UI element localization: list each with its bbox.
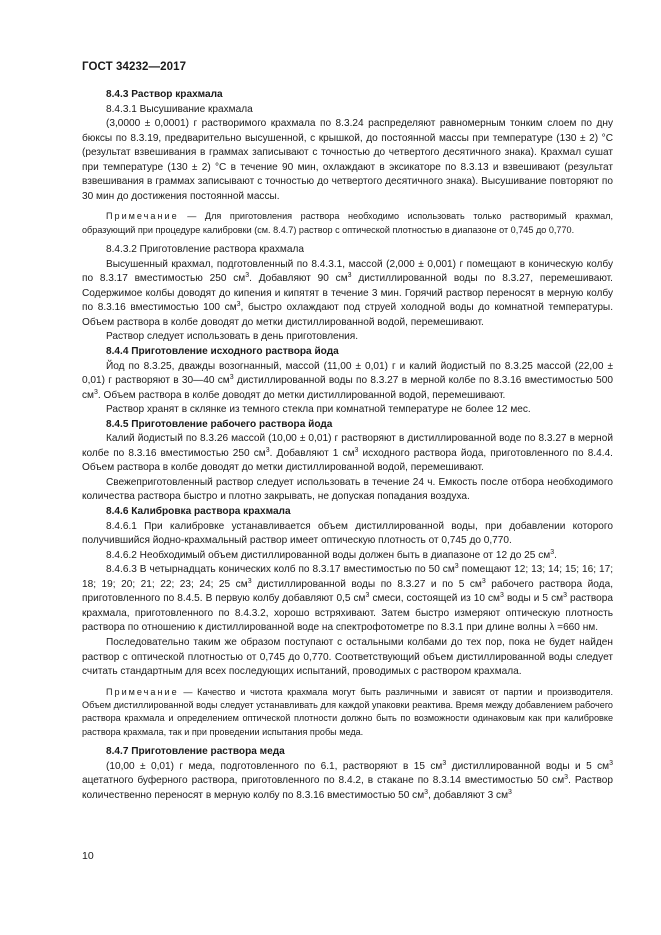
paragraph: 8.4.6.1 При калибровке устанавливается объем дистиллированной воды, при добавлении которого получившийся йодно-крахмальный раствор имеет оптическую плотность от 0,745 до 0,770. [82, 520, 613, 547]
note [82, 686, 613, 740]
section-title-8-4-7: 8.4.7 Приготовление раствора меда [106, 746, 285, 758]
paragraph: 8.4.6.3 В четырнадцать конических колб по 8.3.17 вместимостью по 50 $см^3$ помещают 12; 13; 14; 15; 16; 17; 18; 19; 20; 21; 22; 23; 24; 25 $см^3$ дистиллированной воды по 8.3.27 и по 5 $см^3$ рабочего раствора йода, приготовленного по 8.4.5. В первую колбу добавляют 0,5 $см^3$ смеси, состоящей из 10 $см^3$ воды и 5 $см^3$ раствора крахмала, приготовленного по 8.4.3.2, хорошо встряхивают. Затем быстро измеряют оптическую плотность раствора по отношению к дистиллированной воде на спектрофотометре по 8.3.1 при длине волны λ =660 нм. [82, 563, 614, 634]
paragraph: Калий йодистый по 8.3.26 массой (10,00 ± 0,01) г растворяют в дистиллированной воде по 8.3.27 в мерной колбе по 8.3.16 вместимостью 250 $см^3$. Добавляют 1 $см^3$ исходного раствора йода, приготовленного по 8.4.4. Объем раствора в колбе доводят до метки дистиллированной водой, перемешивают. [82, 433, 613, 474]
paragraph: Раствор следует использовать в день приготовления. [106, 331, 359, 343]
note-label: Примечание [106, 686, 179, 697]
note-text: — Качество и чистота крахмала могут быть различными и зависят от партии и производителя. Объем дистиллированной воды следует устанавливать для каждой упаковки реактива. Время между добавлением рабочего раствора крахмала и определением оптической плотности должно быть по возможности одинаковым как при калибровке раствора крахмала, так и при проведении испытания пробы меда. [82, 686, 613, 737]
paragraph: Высушенный крахмал, подготовленный по 8.4.3.1, массой (2,000 ± 0,001) г помещают в коническую колбу по 8.3.17 вместимостью 250 $см^3$. Добавляют 90 $см^3$ дистиллированной воды по 8.3.27, перемешивают. Содержимое колбы доводят до кипения и кипятят в течение 3 мин. Горячий раствор переносят в мерную колбу по 8.3.16 вместимостью 100 $см^3$, быстро охлаждают под струей холодной воды до комнатной температуры. Объем раствора в колбе доводят до метки дистиллированной водой, перемешивают. [82, 258, 613, 328]
section-title-8-4-5: 8.4.5 Приготовление рабочего раствора йода [106, 418, 333, 430]
paragraph: Свежеприготовленный раствор следует использовать в течение 24 ч. Емкость после отбора необходимого количества раствора быстро и плотно закрывать, не допуская попадания воздуха. [82, 476, 613, 503]
page-number: 10 [82, 850, 94, 862]
paragraph: Йод по 8.3.25, дважды возогнанный, массой (11,00 ± 0,01) г и калий йодистый по 8.3.25 массой (22,00 ± 0,01) г растворяют в 30—40 $см^3$ дистиллированной воды по 8.3.27 в мерной колбе по 8.3.16 вместимостью 500 $см^3$. Объем раствора в колбе доводят до метки дистиллированной водой, перемешивают. [82, 360, 613, 401]
section-title-8-4-4: 8.4.4 Приготовление исходного раствора йода [106, 346, 339, 358]
paragraph: 8.4.6.2 Необходимый объем дистиллированной воды должен быть в диапазоне от 12 до 25 $см^3$. [106, 548, 557, 561]
subsection-title-8-4-3-1: 8.4.3.1 Высушивание крахмала [106, 103, 253, 115]
document-header: ГОСТ 34232—2017 [82, 61, 187, 73]
subsection-title-8-4-3-2: 8.4.3.2 Приготовление раствора крахмала [106, 244, 304, 256]
section-title-8-4-3: 8.4.3 Раствор крахмала [106, 89, 223, 100]
document-body [82, 88, 613, 803]
note [82, 210, 613, 237]
paragraph: Последовательно таким же образом поступают с остальными колбами до тех пор, пока не будет найден раствор с оптической плотностью от 0,745 до 0,770. Соответствующий объем дистиллированной воды следует считать стандартным для всех последующих испытаний, проводимых с раствором крахмала. [82, 636, 613, 678]
paragraph: (10,00 ± 0,01) г меда, подготовленного по 6.1, растворяют в 15 $см^3$ дистиллированной воды и 5 $см^3$ ацетатного буферного раствора, приготовленного по 8.4.2, в стакане по 8.3.14 вместимостью 50 $см^3$. Раствор количественно переносят в мерную колбу по 8.3.16 вместимостью 50 $см^3$, добавляют 3 $см^3$ [82, 759, 614, 801]
paragraph: Раствор хранят в склянке из темного стекла при комнатной температуре не более 12 мес. [106, 404, 531, 416]
section-title-8-4-6: 8.4.6 Калибровка раствора крахмала [106, 506, 291, 518]
note-label: Примечание [106, 211, 179, 222]
paragraph: (3,0000 ± 0,0001) г растворимого крахмала по 8.3.24 распределяют равномерным тонким слоем по дну бюксы по 8.3.19, предварительно высушенной, с крышкой, до постоянной массы при температуре (130 ± 2) °С (результат взвешивания в граммах записывают с точностью до четвертого десятичного знака). Крахмал сушат при температуре (130 ± 2) °С в течение 90 мин, охлаждают в эксикаторе по 8.3.13 и взвешивают (результат взвешивания в граммах записывают с точностью до четвертого десятичного знака). Высушивание повторяют по 30 мин до достижения постоянной массы. [82, 118, 613, 202]
note-text: — Для приготовления раствора необходимо использовать только растворимый крахмал, образующий при процедуре калибровки (см. 8.4.7) раствор с оптической плотностью в диапазоне от 0,745 до 0,770. [82, 211, 613, 235]
